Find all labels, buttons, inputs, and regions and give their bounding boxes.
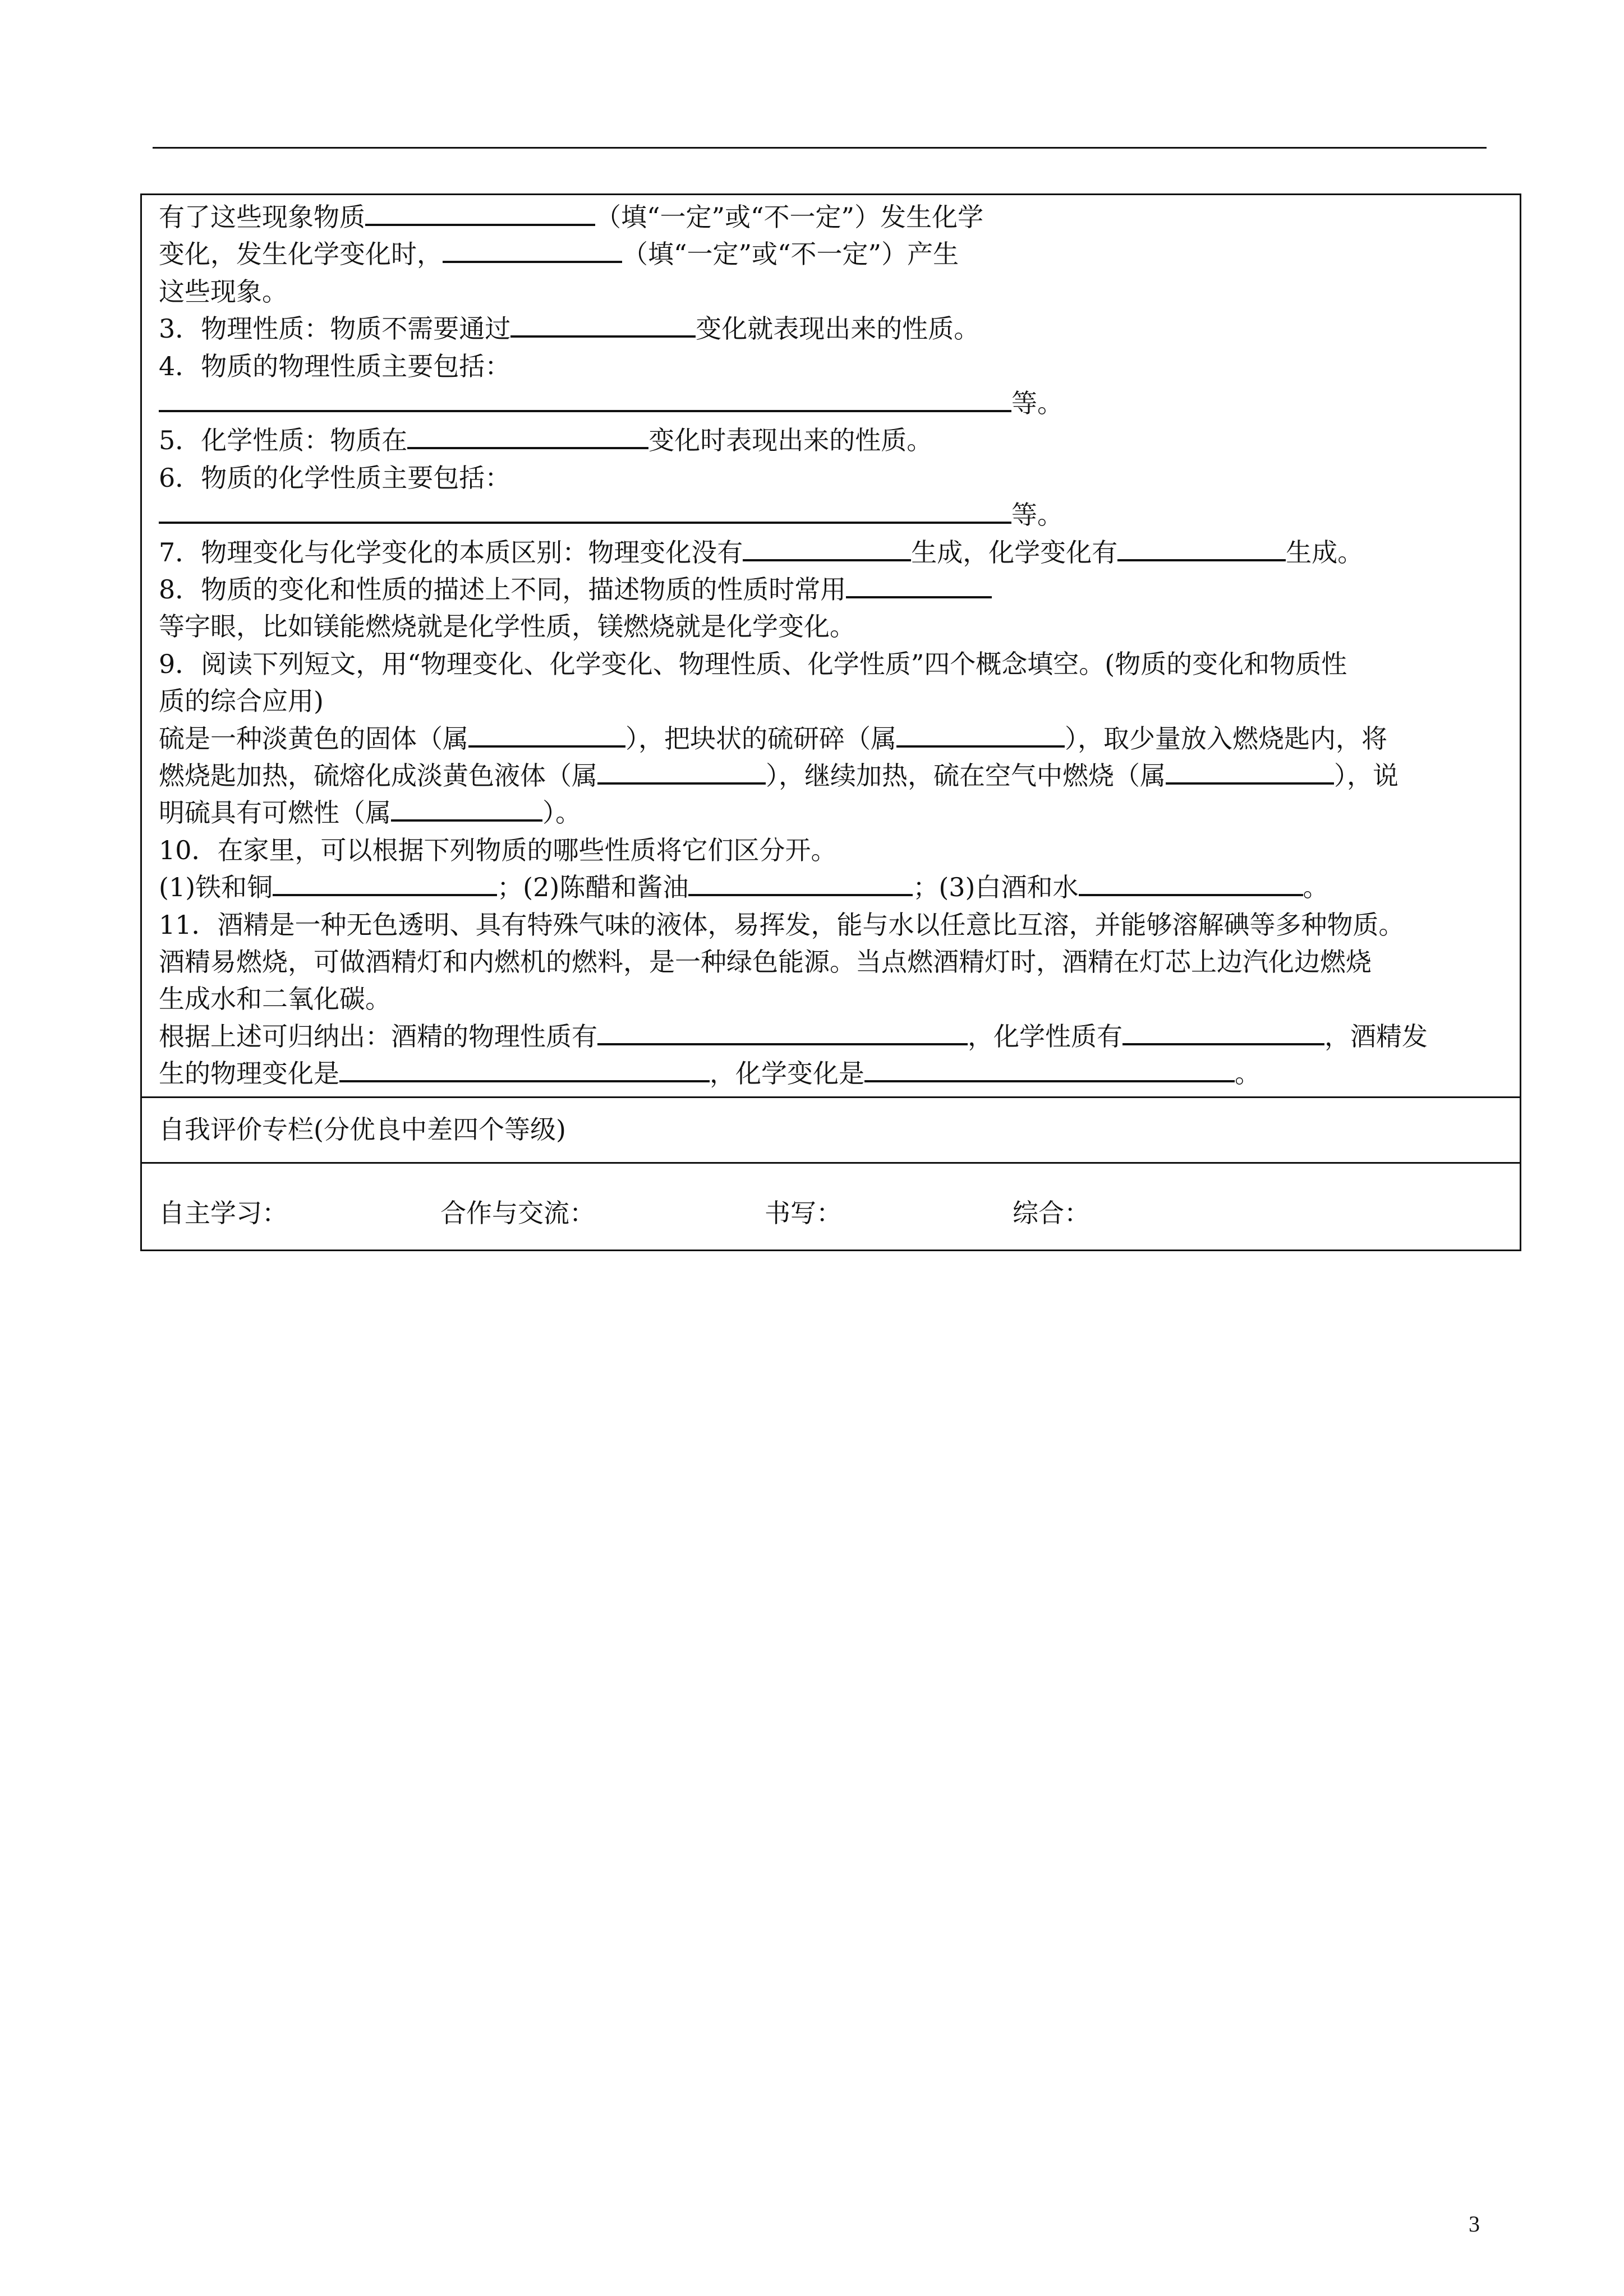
exercise-line <box>159 570 992 608</box>
exercise-text: (1)铁和铜 <box>159 872 273 903</box>
exercise-text: 3．物理性质：物质不需要通过 <box>159 313 511 344</box>
answer-blank[interactable] <box>339 1058 710 1082</box>
exercise-line <box>159 682 324 720</box>
answer-blank[interactable] <box>743 537 911 561</box>
exercise-text: 这些现象。 <box>159 276 288 307</box>
exercise-text: 等字眼，比如镁能燃烧就是化学性质，镁燃烧就是化学变化。 <box>159 611 855 642</box>
exercise-text: ；(3)白酒和水 <box>913 872 1079 903</box>
exercise-line <box>159 757 1398 795</box>
exercise-text: ），继续加热，硫在空气中燃烧（属 <box>766 760 1166 791</box>
exercise-text: 等。 <box>1011 500 1063 531</box>
exercise-line <box>159 235 959 273</box>
exercise-line <box>159 868 1329 906</box>
answer-blank[interactable] <box>273 872 497 896</box>
exercise-text: 9．阅读下列短文，用“物理变化、化学变化、物理性质、化学性质”四个概念填空。(物质的变化和物质性 <box>159 648 1347 679</box>
answer-blank[interactable] <box>1122 1021 1324 1045</box>
exercise-text: 7．物理变化与化学变化的本质区别：物理变化没有 <box>159 537 743 568</box>
exercise-line <box>159 943 1372 981</box>
exercise-text: 。 <box>1235 1058 1260 1089</box>
exercise-line <box>159 198 983 236</box>
exercise-text: 酒精易燃烧，可做酒精灯和内燃机的燃料，是一种绿色能源。当点燃酒精灯时，酒精在灯芯上边汽化边燃烧 <box>159 947 1372 977</box>
answer-blank[interactable] <box>159 388 1011 412</box>
score-label-cooperation: 合作与交流： <box>440 1198 595 1228</box>
exercise-line <box>159 459 510 497</box>
exercise-text: 质的综合应用) <box>159 686 324 717</box>
exercise-text: 生的物理变化是 <box>159 1058 339 1089</box>
exercise-text: ），取少量放入燃烧匙内，将 <box>1065 723 1387 754</box>
exercise-text: 燃烧匙加热，硫熔化成淡黄色液体（属 <box>159 760 597 791</box>
exercise-line <box>159 273 288 311</box>
exercise-line <box>159 794 581 832</box>
exercise-line <box>159 645 1347 683</box>
exercise-text: 变化就表现出来的性质。 <box>696 313 980 344</box>
exercise-text: ，化学性质有 <box>968 1021 1122 1052</box>
exercise-text: ）。 <box>542 797 581 828</box>
exercise-text: 生成水和二氧化碳。 <box>159 984 391 1015</box>
exercise-text: 4．物质的物理性质主要包括： <box>159 351 511 381</box>
exercise-text: 有了这些现象物质 <box>159 202 365 232</box>
exercise-line <box>159 384 1063 422</box>
answer-blank[interactable] <box>597 1021 968 1045</box>
self-evaluation-cell <box>142 1098 1520 1164</box>
exercise-text: 8．物质的变化和性质的描述上不同，描述物质的性质时常用 <box>159 574 846 605</box>
answer-blank[interactable] <box>896 723 1065 748</box>
answer-blank[interactable] <box>846 574 992 598</box>
answer-blank[interactable] <box>443 238 622 263</box>
answer-blank[interactable] <box>1117 537 1286 561</box>
exercise-text: 生成，化学变化有 <box>911 537 1118 568</box>
exercise-text: 6．物质的化学性质主要包括： <box>159 462 511 493</box>
page-number: 3 <box>1469 2211 1480 2237</box>
score-cell <box>142 1164 1520 1250</box>
answer-blank[interactable] <box>1079 872 1303 896</box>
exercise-text: 11．酒精是一种无色透明、具有特殊气味的液体，易挥发，能与水以任意比互溶，并能够溶解碘等多种物质。 <box>159 909 1405 940</box>
exercise-text: （填“一定”或“不一定”）发生化学 <box>595 202 984 232</box>
exercise-text: ），把块状的硫研碎（属 <box>625 723 896 754</box>
answer-blank[interactable] <box>864 1058 1235 1082</box>
answer-blank[interactable] <box>159 499 1011 524</box>
exercise-line <box>159 347 510 385</box>
exercise-line <box>159 496 1063 534</box>
exercise-text: 硫是一种淡黄色的固体（属 <box>159 723 468 754</box>
exercise-text: 变化，发生化学变化时， <box>159 239 443 270</box>
header-rule <box>153 147 1487 149</box>
exercise-line <box>159 533 1363 571</box>
exercise-line <box>159 1054 1260 1092</box>
exercise-line <box>159 720 1387 758</box>
exercise-text: ），说 <box>1334 760 1398 791</box>
answer-blank[interactable] <box>597 760 766 785</box>
exercise-line <box>159 906 1405 944</box>
exercise-text: 10．在家里，可以根据下列物质的哪些性质将它们区分开。 <box>159 835 837 865</box>
exercise-line <box>159 980 391 1018</box>
score-label-self-study: 自主学习： <box>159 1198 288 1228</box>
worksheet-table <box>140 193 1521 1251</box>
exercise-text: ，酒精发 <box>1324 1021 1428 1052</box>
exercise-line <box>159 310 979 348</box>
exercise-line <box>159 1017 1428 1055</box>
exercise-text: 生成。 <box>1286 537 1364 568</box>
answer-blank[interactable] <box>1166 760 1334 785</box>
exercise-text: 根据上述可归纳出：酒精的物理性质有 <box>159 1021 597 1052</box>
exercise-line <box>159 831 837 869</box>
exercise-text: 5．化学性质：物质在 <box>159 425 408 456</box>
exercise-line <box>159 607 855 646</box>
exercise-text: ；(2)陈醋和酱油 <box>497 872 689 903</box>
exercise-text: 明硫具有可燃性（属 <box>159 797 391 828</box>
answer-blank[interactable] <box>365 201 595 226</box>
self-evaluation-title: 自我评价专栏(分优良中差四个等级) <box>159 1114 566 1145</box>
score-label-overall: 综合： <box>1013 1198 1090 1228</box>
answer-blank[interactable] <box>407 425 648 449</box>
answer-blank[interactable] <box>688 872 913 896</box>
exercise-text: 等。 <box>1011 388 1063 418</box>
exercise-text: 变化时表现出来的性质。 <box>648 425 933 456</box>
exercise-text: （填“一定”或“不一定”）产生 <box>622 239 959 270</box>
score-label-writing: 书写： <box>765 1198 842 1228</box>
exercise-content-cell <box>142 195 1520 1098</box>
exercise-text: 。 <box>1303 872 1329 903</box>
exercise-text: ，化学变化是 <box>710 1058 864 1089</box>
exercise-line <box>159 421 932 459</box>
answer-blank[interactable] <box>391 797 542 822</box>
answer-blank[interactable] <box>510 313 696 338</box>
answer-blank[interactable] <box>468 723 625 748</box>
